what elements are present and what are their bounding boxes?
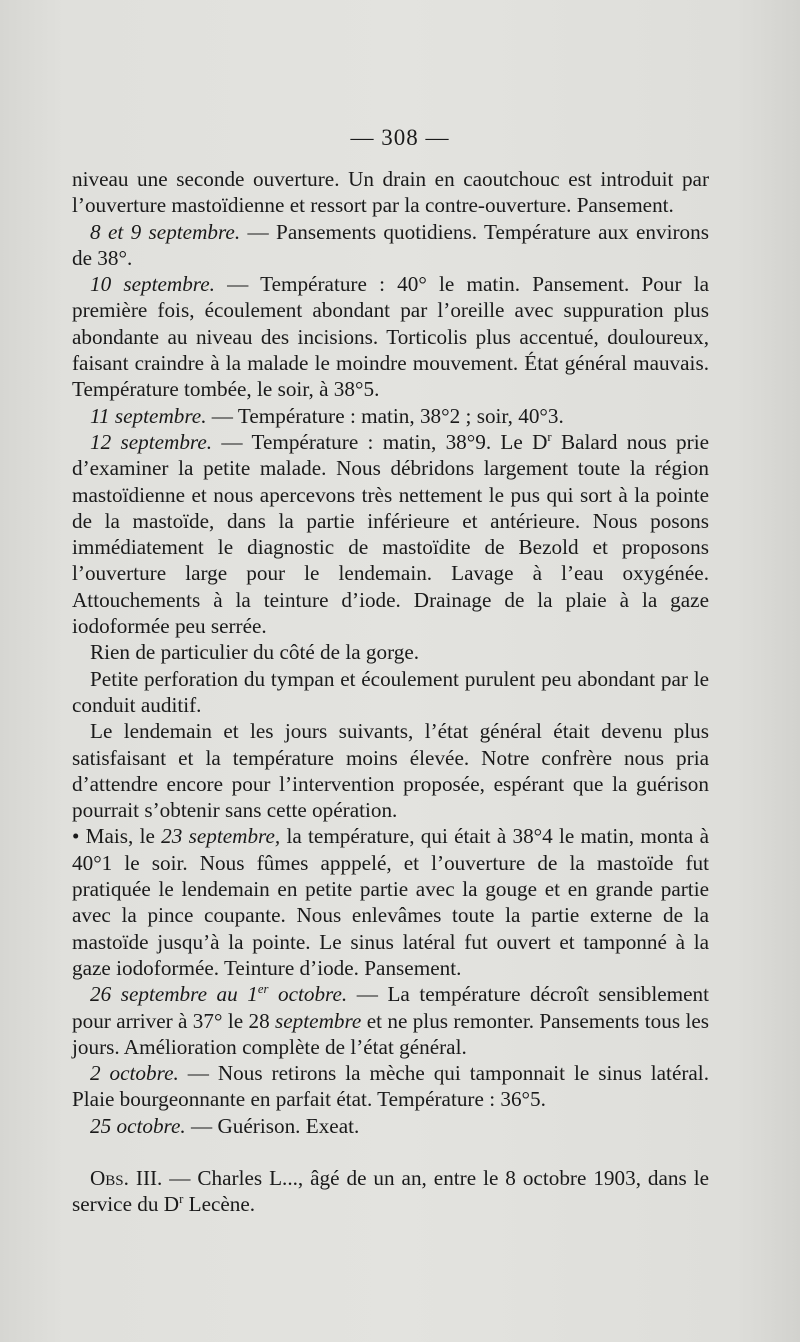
p4-date: 12 septembre. [90,429,213,454]
paragraph-1 [72,219,709,272]
p3-date: 11 septembre. [90,403,207,428]
p9-date [90,982,347,1006]
paragraph-8 [72,823,709,981]
p8-text-b: la température, qui était à 38°4 le matin, monta à 40°1 le soir. Nous fûmes apppelé, et l’ouverture de la mastoïde fut pratiquée le lendemain en petite partie avec la gouge et en grande partie avec la pince coupante. Nous enlevâmes toute la partie externe de la mastoïde jusqu’à la pointe. Le sinus latéral fut ouvert et tamponné à la gaze iodoformée. Teinture d’iode. Pansement. [72,824,709,980]
p8-date: 23 septembre, [161,824,281,849]
paragraph-11 [72,1113,709,1139]
paragraph-7 [72,718,709,823]
p2-text: — Température : 40° le matin. Pansement. Pour la première fois, écoulement abondant par l’oreille avec suppuration plus abondante au niveau des incisions. Torticolis plus accentué, douloureux, faisant craindre à la malade le moindre mouvement. État général mauvais. Température tombée, le soir, à 38°5. [72,272,709,402]
p1-date: 8 et 9 septembre. [90,219,241,244]
p10-text: — Nous retirons la mèche qui tamponnait le sinus latéral. Plaie bourgeonnante en parfait état. Température : 36°5. [72,1061,709,1112]
p9-sup: er [257,982,269,997]
paragraph-0 [72,166,709,219]
p11-date: 25 octobre. [90,1113,186,1138]
p1-text: — Pansements quotidiens. Température aux environs de 38°. [72,219,709,270]
paragraph-10 [72,1060,709,1113]
paragraph-4 [72,429,709,639]
p2-date: 10 septembre. [90,272,215,297]
paragraph-2 [72,271,709,402]
p9-date-b: octobre. [268,982,348,1007]
paragraph-3 [72,403,709,429]
p4-sup: r [547,429,552,444]
p9-date-a: 26 septembre au 1 [90,982,258,1007]
body-text [72,166,709,1218]
paragraph-6 [72,666,709,719]
paragraph-9 [72,981,709,1060]
p4-text-b: Balard nous prie d’examiner la petite malade. Nous débridons largement toute la région mastoïdienne et nous apercevons très nettement le pus qui sort à la pointe de la mastoïde, dans la partie inférieure et antérieure. Nous posons immédiatement le diagnostic de mastoïdite de Bezold et proposons l’ouverture large pour le lendemain. Lavage à l’eau oxygénée. Attouchements à la teinture d’iode. Drainage de la plaie à la gaze iodoformée peu serrée. [72,429,709,639]
obs-text-a: — Charles L..., âgé de un an, entre le 8 octobre 1903, dans le service du D [72,1165,709,1217]
paragraph-5 [72,639,709,665]
p4-text-a: — Température : matin, 38°9. Le D [212,429,548,454]
p6-text: Petite perforation du tympan et écoulement purulent peu abondant par le conduit auditif. [72,666,709,717]
p0-text: niveau une seconde ouverture. Un drain en caoutchouc est introduit par l’ouverture mastoïdienne et ressort par la contre-ouverture. Pansement. [72,167,709,218]
page-number: — 308 — [350,125,450,150]
p3-text: — Température : matin, 38°2 ; soir, 40°3. [206,403,564,428]
obs-label: Obs. III. [90,1165,163,1190]
p9-text-a: — La température décroît sensiblement pour arriver à 37° le 28 [72,982,709,1033]
p5-text: Rien de particulier du côté de la gorge. [90,640,420,665]
p11-text: — Guérison. Exeat. [185,1113,360,1138]
p10-date: 2 octobre. [90,1061,179,1086]
p9-text-b: et ne plus remonter. Pansements tous les jours. Amélioration complète de l’état général. [72,1008,709,1059]
p8-text-a: • Mais, le [72,824,162,849]
obs-sup: r [179,1192,184,1207]
p7-text: Le lendemain et les jours suivants, l’état général était devenu plus satisfaisant et la température moins élevée. Notre confrère nous pria d’attendre encore pour l’intervention proposée, espérant que la guérison pourrait s’obtenir sans cette opération. [72,719,709,823]
paragraph-obs-iii [72,1165,709,1218]
obs-text-b: Lecène. [183,1192,256,1217]
p9-em: septembre [275,1008,362,1033]
